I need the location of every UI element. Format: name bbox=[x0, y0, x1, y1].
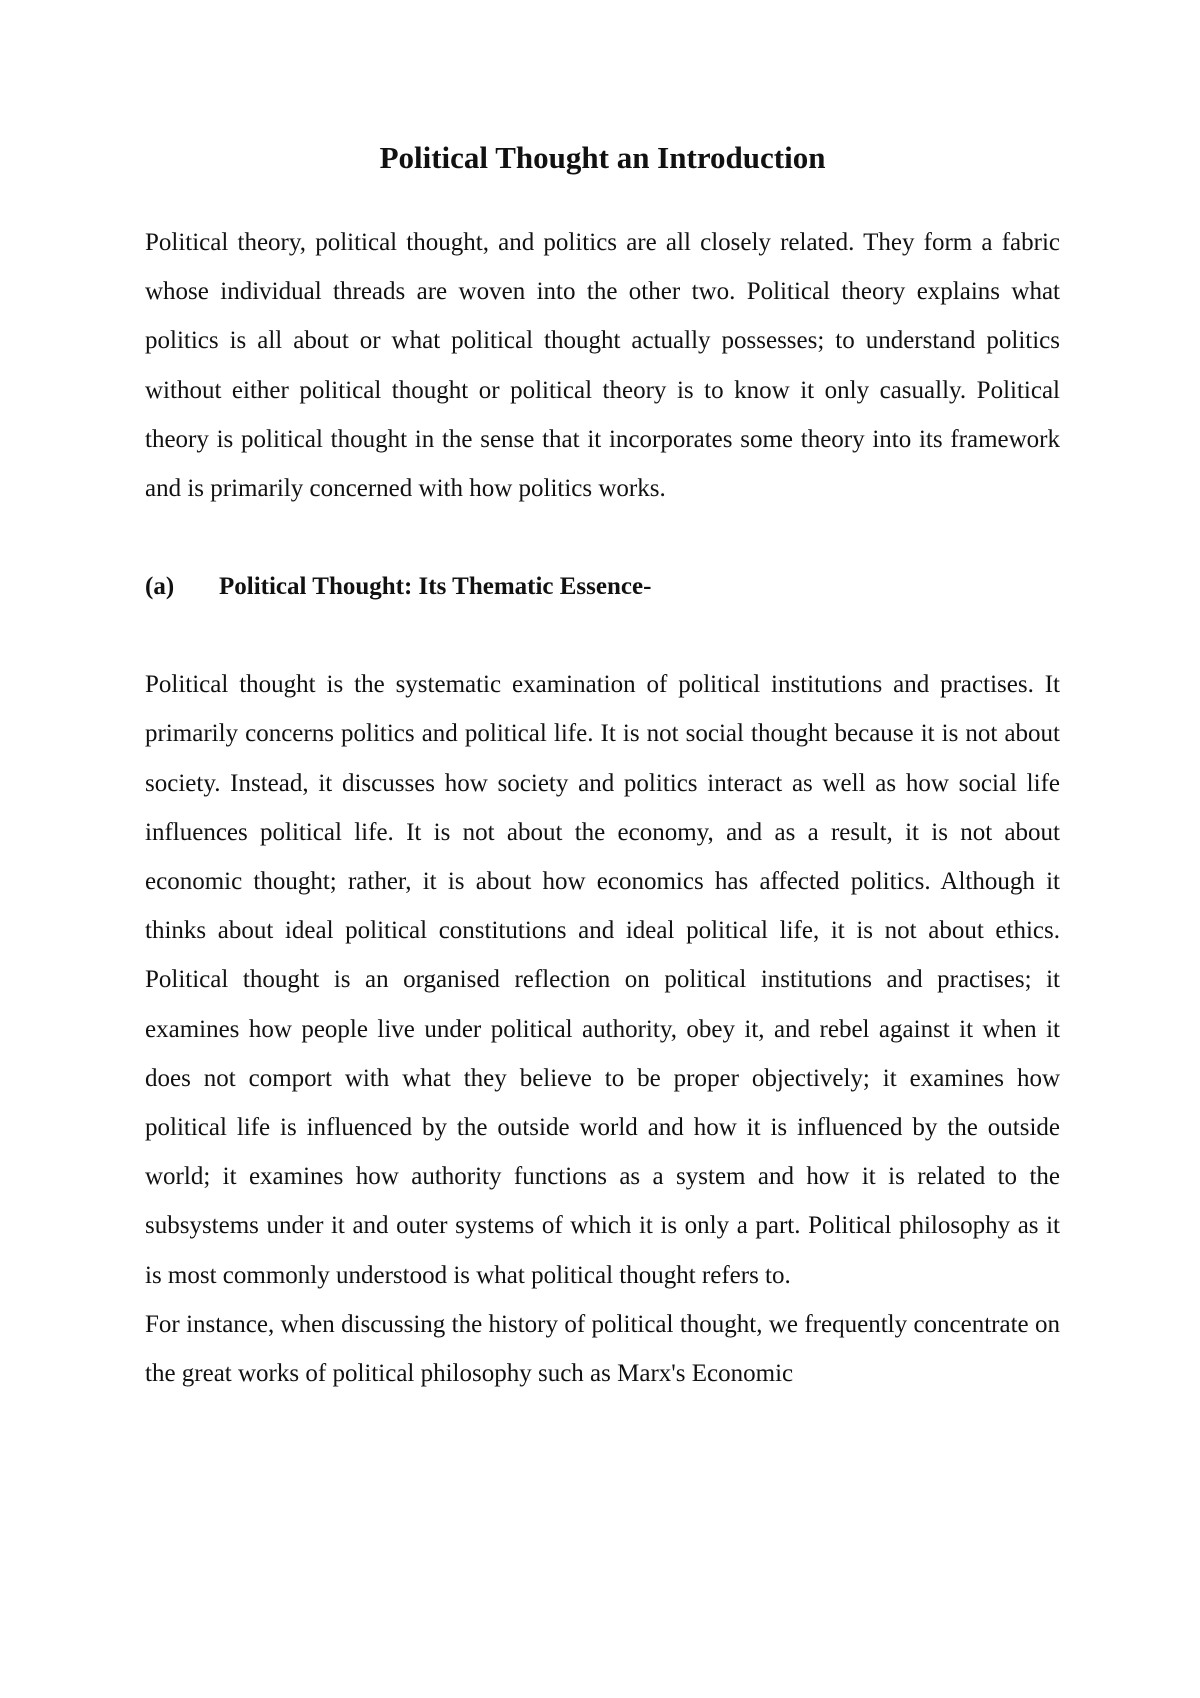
paragraph-for-instance: For instance, when discussing the history of political thought, we frequently concentrate on the great works of political philosophy such as Marx's Economic bbox=[145, 1310, 1060, 1388]
document-page bbox=[145, 138, 1060, 1398]
section-a-heading bbox=[145, 562, 1060, 611]
paragraph-thematic-essence: Political thought is the systematic examination of political institutions and practises. It primarily concerns politics and political life. It is not social thought because it is not about society. Instead, it discusses how society and politics interact as well as how social life influences political life. It is not about the economy, and as a result, it is not about economic thought; rather, it is about how economics has affected politics. Although it thinks about ideal political constitutions and ideal political life, it is not about ethics. Political thought is an organised reflection on political institutions and practises; it examines how people live under political authority, obey it, and rebel against it when it does not comport with what they believe to be proper objectively; it examines how political life is influenced by the outside world and how it is influenced by the outside world; it examines how authority functions as a system and how it is related to the subsystems under it and outer systems of which it is only a part. Political philosophy as it is most commonly understood is what political thought refers to. bbox=[145, 671, 1060, 1289]
paragraph-intro: Political theory, political thought, and politics are all closely related. They form a fabric whose individual threads are woven into the other two. Political theory explains what politics is all about or what political thought actually possesses; to understand politics without either political thought or political theory is to know it only casually. Political theory is political thought in the sense that it incorporates some theory into its framework and is primarily concerned with how politics works. bbox=[145, 229, 1060, 503]
section-a-title: Political Thought: Its Thematic Essence- bbox=[219, 573, 652, 601]
document-title: Political Thought an Introduction bbox=[379, 140, 826, 175]
section-a-number: (a) bbox=[145, 573, 175, 601]
